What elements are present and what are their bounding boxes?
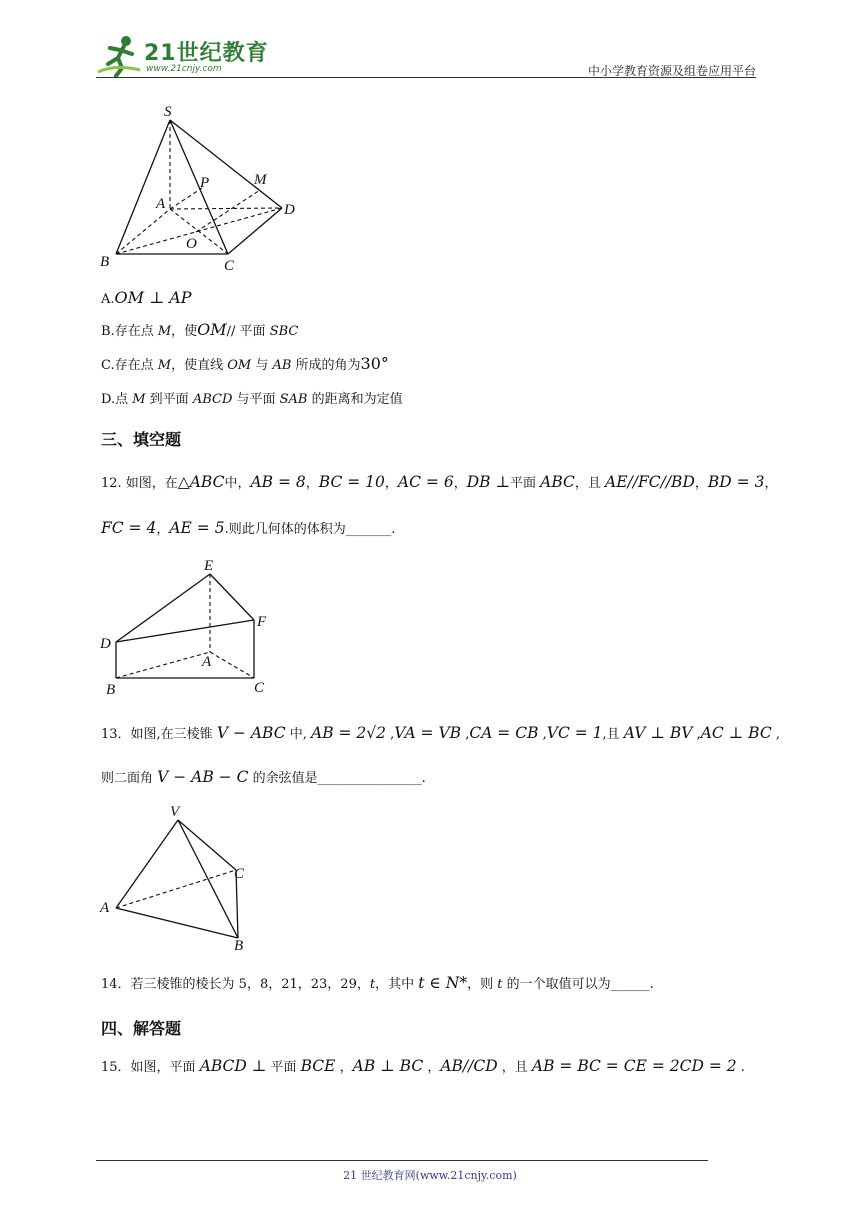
q14-text: ，则 — [467, 977, 498, 992]
q13-text: , — [771, 727, 780, 742]
option-b-var: M — [157, 324, 172, 339]
q13-text: , — [461, 727, 470, 742]
q12-math: AB = 8 — [250, 473, 306, 491]
question-12-line-1 — [101, 472, 777, 491]
option-c-text: 存在点 — [114, 358, 158, 373]
q15-text: 平面 — [266, 1060, 301, 1075]
label-E: E — [204, 558, 214, 574]
label-A: A — [100, 900, 110, 916]
option-d-text: 到平面 — [145, 392, 193, 407]
q12-math: BC = 10 — [318, 473, 385, 491]
q12-text: 12. 如图，在 — [101, 476, 178, 491]
q12-text: .则此几何体的体积为_______. — [224, 522, 396, 537]
page-header — [96, 30, 756, 80]
header-platform-name: 中小学教育资源及组卷应用平台 — [587, 64, 756, 78]
pyramid-figure-vabc — [96, 800, 266, 955]
q12-math: △ABC — [177, 473, 225, 491]
header-rule — [96, 77, 756, 78]
option-b-text: ，使 — [171, 324, 198, 339]
q15-math: AB ⊥ BC — [352, 1057, 424, 1075]
q12-math: DB ⊥ — [466, 473, 511, 491]
q13-text: , — [692, 727, 701, 742]
q13-math: V − AB − C — [157, 768, 249, 786]
label-D: D — [100, 636, 111, 652]
q12-text: ， — [453, 476, 467, 491]
q13-math: AV ⊥ BV — [623, 724, 693, 742]
q13-text: 中, — [285, 727, 311, 742]
label-P: P — [200, 175, 210, 191]
label-B: B — [100, 254, 110, 270]
q14-math: t ∈ N* — [418, 974, 468, 992]
option-d-var: ABCD — [192, 392, 233, 407]
q12-text: 中， — [224, 476, 251, 491]
q12-math: FC = 4 — [101, 519, 157, 537]
label-C: C — [254, 680, 265, 696]
option-a — [101, 288, 192, 307]
q12-text: ，且 — [574, 476, 606, 491]
label-A: A — [156, 196, 166, 212]
logo — [96, 34, 269, 78]
section-heading-solutions: 四、解答题 — [101, 1019, 182, 1038]
option-c-text: ，使直线 — [171, 358, 228, 373]
q12-text: 平面 — [510, 476, 541, 491]
label-B: B — [106, 682, 116, 698]
question-12-line-2 — [101, 518, 395, 537]
q12-text: ， — [764, 476, 778, 491]
q13-math: VC = 1 — [546, 724, 603, 742]
label-B: B — [234, 938, 244, 954]
q13-text: 则二面角 — [101, 771, 158, 786]
label-S: S — [164, 104, 172, 120]
footer-rule — [96, 1160, 708, 1161]
option-d — [101, 388, 403, 407]
option-a-label: A. — [101, 292, 115, 307]
q13-math: AC ⊥ BC — [700, 724, 772, 742]
option-d-var: SAB — [279, 392, 308, 407]
option-c — [101, 354, 389, 373]
q15-text: 15．如图，平面 — [101, 1060, 200, 1075]
option-d-text: 点 — [115, 392, 133, 407]
option-c-text: 与 — [251, 358, 273, 373]
q14-text: ，其中 — [375, 977, 419, 992]
q13-math: AB = 2√2 — [311, 724, 387, 742]
option-c-label: C. — [101, 358, 115, 373]
option-d-text: 的距离和为定值 — [307, 392, 403, 407]
q12-math: ABC — [540, 473, 575, 491]
q13-text: ,且 — [602, 727, 624, 742]
label-V: V — [170, 804, 180, 820]
option-b-text: 存在点 — [114, 324, 158, 339]
option-b — [101, 320, 298, 339]
q12-math: AE//FC//BD — [605, 473, 695, 491]
q13-math: VA = VB — [394, 724, 462, 742]
q12-math: BD = 3 — [707, 473, 765, 491]
q15-math: AB//CD — [440, 1057, 498, 1075]
q14-text: 14．若三棱锥的棱长为 5，8，21，23，29， — [101, 977, 370, 992]
q15-text: ，且 — [497, 1060, 532, 1075]
q14-var: t — [497, 977, 503, 992]
q12-text: ， — [384, 476, 398, 491]
logo-url: www.21cnjy.com — [146, 64, 222, 74]
q15-text: ， — [335, 1060, 353, 1075]
q12-math: AC = 6 — [397, 473, 454, 491]
question-14 — [101, 973, 654, 992]
solid-figure-abcdef — [96, 552, 286, 702]
q12-text: ， — [694, 476, 708, 491]
option-b-math: OM — [197, 320, 227, 339]
runner-logo-icon — [96, 34, 142, 78]
label-M: M — [254, 172, 267, 188]
q14-var: t — [369, 977, 376, 992]
footer-text: 21 世纪教育网(www.21cnjy.com) — [343, 1169, 517, 1182]
q13-text: 13．如图,在三棱锥 — [101, 727, 217, 742]
option-c-var: M — [157, 358, 172, 373]
label-C: C — [234, 866, 245, 882]
option-b-text: // 平面 — [226, 324, 270, 339]
label-F: F — [257, 614, 267, 630]
q13-text: , — [386, 727, 395, 742]
question-13-line-2 — [101, 767, 426, 786]
q15-math: ABCD ⊥ — [199, 1057, 267, 1075]
question-15 — [101, 1056, 745, 1075]
option-c-var: OM — [227, 358, 252, 373]
option-b-var: SBC — [269, 324, 299, 339]
q15-math: AB = BC = CE = 2CD = 2 — [531, 1057, 737, 1075]
q14-text: 的一个取值可以为______. — [502, 977, 654, 992]
option-b-label: B. — [101, 324, 115, 339]
q15-text: ， — [423, 1060, 441, 1075]
q15-math: BCE — [300, 1057, 336, 1075]
option-c-math: 30° — [360, 354, 389, 373]
label-A: A — [202, 654, 212, 670]
q12-math: AE = 5 — [169, 519, 225, 537]
option-d-text: 与平面 — [232, 392, 280, 407]
q13-math: V − ABC — [216, 724, 286, 742]
q13-text: , — [538, 727, 547, 742]
option-c-text: 所成的角为 — [291, 358, 361, 373]
option-a-math: OM ⊥ AP — [114, 288, 192, 307]
pyramid-figure-sabcd — [96, 100, 306, 275]
q13-text: 的余弦值是________________. — [248, 771, 426, 786]
option-d-var: M — [132, 392, 146, 407]
logo-text: 21世纪教育 — [144, 41, 269, 66]
label-O: O — [186, 236, 197, 252]
option-c-var: AB — [272, 358, 292, 373]
option-d-label: D. — [101, 392, 116, 407]
q12-text: ， — [305, 476, 319, 491]
label-D: D — [284, 202, 295, 218]
section-heading-fill-in: 三、填空题 — [101, 430, 182, 449]
label-C: C — [224, 258, 235, 274]
q13-math: CA = CB — [469, 724, 539, 742]
q15-text: . — [736, 1060, 745, 1075]
question-13-line-1 — [101, 723, 780, 742]
q12-text: ， — [156, 522, 170, 537]
